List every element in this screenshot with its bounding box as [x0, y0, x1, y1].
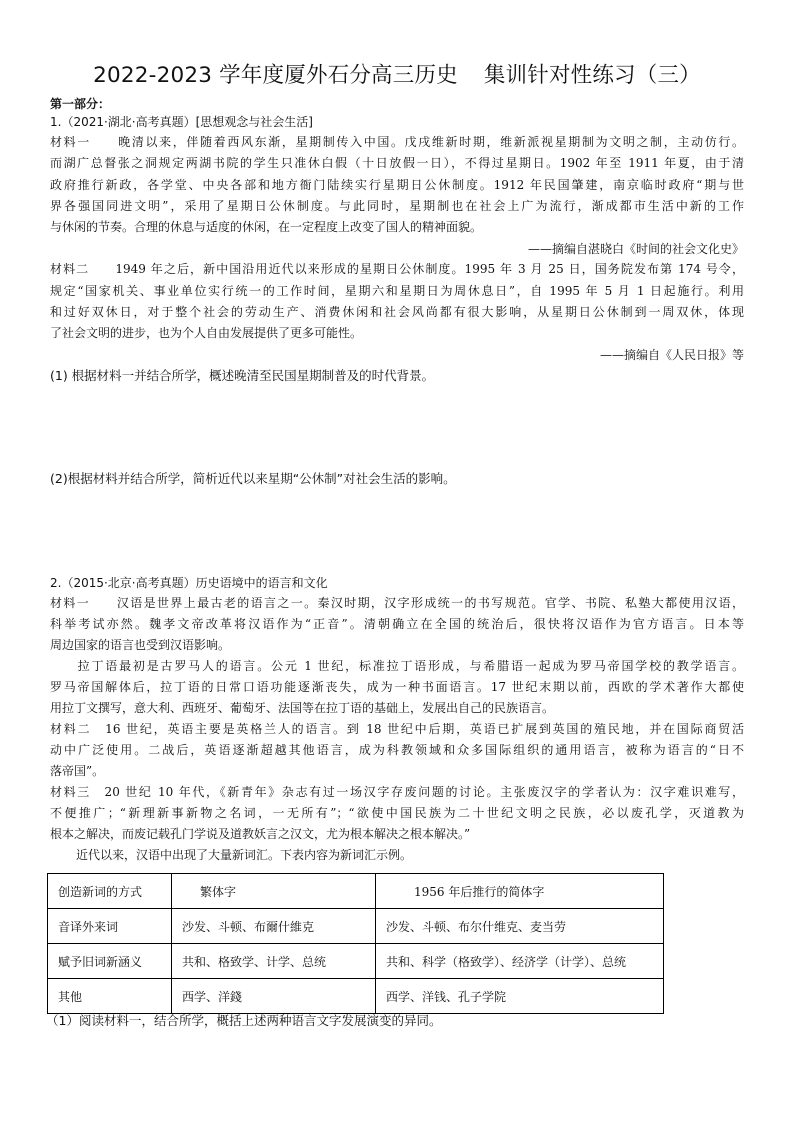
table-cell: 赋予旧词新涵义 [48, 944, 172, 979]
q1-heading: 1.（2021·湖北·高考真题）[思想观念与社会生活] [50, 115, 313, 129]
table-cell: 音译外来词 [48, 909, 172, 944]
q2-material1-line: 拉丁语最初是古罗马人的语言。公元 1 世纪，标准拉丁语形成，与希腊语一起成为罗马帝国学校的教学语言。 [50, 659, 744, 673]
q2-material1-line: 罗马帝国解体后，拉丁语的日常口语功能逐渐丧失，成为一种书面语言。17 世纪末期以前，西欧的学术著作大都使 [50, 680, 744, 694]
table-header-cell: 繁体字 [172, 874, 376, 909]
q1-source1: ——摘编自湛晓白《时间的社会文化史》 [527, 242, 744, 256]
title-sub: 集训针对性练习（三） [483, 63, 701, 88]
q2-material1-line: 材料一 汉语是世界上最古老的语言之一。秦汉时期，汉字形成统一的书写规范。官学、书院、私塾大都使用汉语， [50, 596, 744, 610]
q2-material3-line: 材料三 20 世纪 10 年代，《新青年》杂志有过一场汉字存废问题的讨论。主张废汉字的学者认为：汉字难识难写， [50, 785, 744, 799]
table-header-cell: 1956 年后推行的简体字 [376, 874, 664, 909]
q2-material3-line: 不便推广；“新理新事新物之名词，一无所有”；“欲使中国民族为二十世纪文明之民族，必以废孔学，灭道教为 [50, 806, 744, 820]
table-cell: 其他 [48, 979, 172, 1014]
q2-material1-line: 用拉丁文撰写，意大利、西班牙、葡萄牙、法国等在拉丁语的基础上，发展出自己的民族语言。 [50, 701, 555, 715]
q1-material2-line: 材料二 1949 年之后，新中国沿用近代以来形成的星期日公休制度。1995 年 3 月 25 日，国务院发布第 174 号令， [50, 262, 744, 276]
table-cell: 西学、洋錢 [172, 979, 376, 1014]
q1-prompt-1: (1) 根据材料一并结合所学，概述晚清至民国星期制普及的时代背景。 [50, 368, 435, 383]
table-row [48, 909, 664, 944]
page-title [0, 58, 794, 89]
table-cell: 共和、格致学、计学、总统 [172, 944, 376, 979]
q1-material2-line: 规定“国家机关、事业单位实行统一的工作时间，星期六和星期日为周休息日”，自 1995 年 5 月 1 日起施行。利用 [50, 284, 744, 298]
q2-material2-line: 落帝国”。 [50, 764, 105, 778]
q1-material1-line: 与休闲的节奏。合理的休息与适度的休闲，在一定程度上改变了国人的精神面貌。 [50, 220, 483, 234]
q2-material2-line: 动中广泛使用。二战后，英语逐渐超越其他语言，成为科教领域和众多国际组织的通用语言，被称为语言的“日不 [50, 743, 744, 757]
q1-prompt-2: (2)根据材料并结合所学，简析近代以来星期“公休制”对社会生活的影响。 [50, 471, 456, 486]
title-main: 2022-2023 学年度厦外石分高三历史 [93, 63, 458, 88]
q2-material1-line: 科举考试亦然。魏孝文帝改革将汉语作为“正音”。清朝确立在全国的统治后，很快将汉语作为官方语言。日本等 [50, 617, 744, 631]
table-header-row [48, 874, 664, 909]
q2-material2-line: 材料二 16 世纪，英语主要是英格兰人的语言。到 18 世纪中后期，英语已扩展到英国的殖民地，并在国际商贸活 [50, 722, 744, 736]
q1-material1-line: 政府推行新政，各学堂、中央各部和地方衙门陆续实行星期日公休制度。1912 年民国肇建，南京临时政府“期与世 [50, 178, 744, 192]
q1-material2-line: 了社会文明的进步，也为个人自由发展提供了更多可能性。 [50, 326, 363, 340]
q2-material1-line: 周边国家的语言也受到汉语影响。 [50, 638, 231, 652]
q1-material1-line: 界各强国同进文明”，采用了星期日公休制度。与此同时，星期制也在社会上广为流行，渐成都市生活中新的工作 [50, 199, 744, 213]
table-cell: 共和、科学（格致学）、经济学（计学）、总统 [376, 944, 664, 979]
table-header-cell: 创造新词的方式 [48, 874, 172, 909]
q1-material1-line: 材料一 晚清以来，伴随着西风东渐，星期制传入中国。戊戌维新时期，维新派视星期制为文明之制，主动仿行。 [50, 135, 744, 149]
q1-material2-line: 和过好双休日，对于整个社会的劳动生产、消费休闲和社会风尚都有很大影响，从星期日公休制到一周双休，体现 [50, 305, 744, 319]
new-vocabulary-table [47, 873, 664, 1014]
table-cell: 沙发、斗顿、布爾什維克 [172, 909, 376, 944]
table-row [48, 979, 664, 1014]
q2-table-intro: 近代以来，汉语中出现了大量新词汇。下表内容为新词汇示例。 [76, 848, 413, 862]
q2-material3-line: 根本之解决，而废记载孔门学说及道教妖言之汉文，尤为根本解决之根本解决。” [50, 827, 471, 841]
section-label: 第一部分： [50, 97, 111, 111]
q1-source2: ——摘编自《人民日报》等 [599, 348, 744, 362]
q2-heading: 2.（2015·北京·高考真题）历史语境中的语言和文化 [50, 576, 328, 590]
table-cell: 西学、洋钱、孔子学院 [376, 979, 664, 1014]
table-row [48, 944, 664, 979]
table-cell: 沙发、斗顿、布尔什维克、麦当劳 [376, 909, 664, 944]
q1-material1-line: 而湖广总督张之洞规定两湖书院的学生只准休白假（十日放假一日），不得过星期日。1902 年至 1911 年夏，由于清 [50, 156, 744, 170]
q2-prompt-1: （1）阅读材料一，结合所学，概括上述两种语言文字发展演变的异同。 [46, 1013, 442, 1028]
